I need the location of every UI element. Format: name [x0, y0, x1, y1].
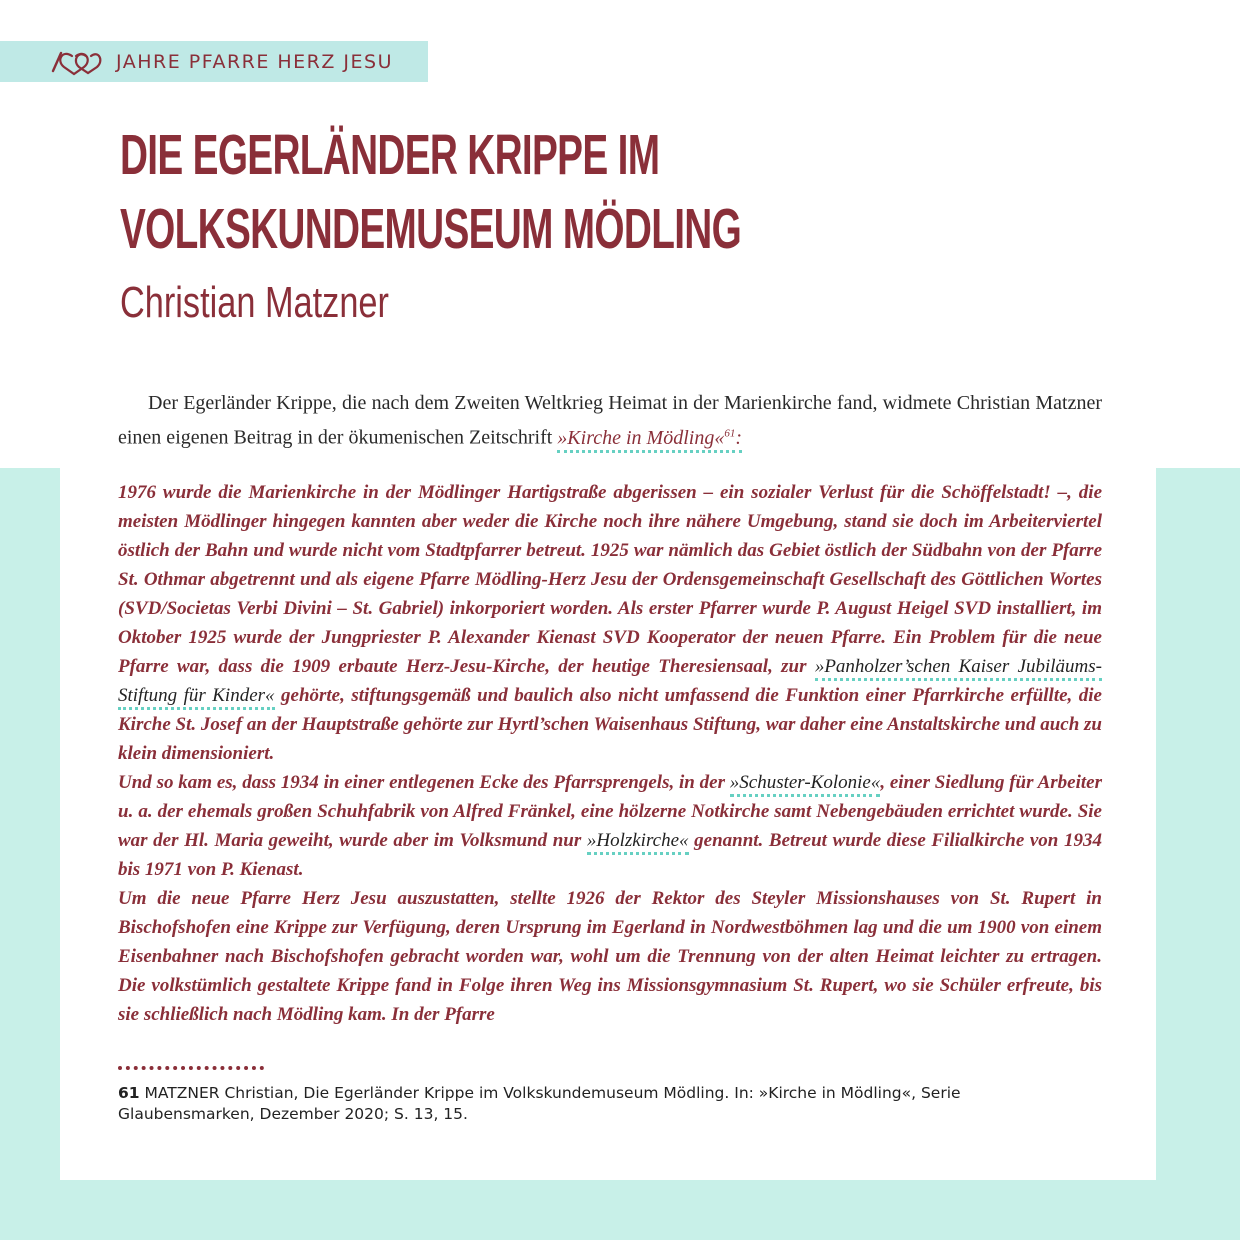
- quote-paragraph-1: [118, 478, 1102, 768]
- schuster-kolonie-link[interactable]: »Schuster-Kolonie«: [730, 772, 881, 797]
- quoted-article: [118, 478, 1102, 1029]
- quote-p2-text-b: , einer Siedlung für Arbeiter u. a. der ehemals großen Schuhfabrik von Alfred Fränkel, eine hölzerne Notkirche samt Nebengebäuden errichtet wurde. Sie war der Hl. Maria geweiht, wurde aber im Volksmund nur: [118, 772, 1102, 851]
- reference-colon: :: [735, 426, 742, 449]
- header-label: JAHRE PFARRE HERZ JESU: [116, 50, 394, 73]
- quote-paragraph-3: Um die neue Pfarre Herz Jesu auszustatten, stellte 1926 der Rektor des Steyler Missionshauses von St. Rupert in Bischofshofen eine Krippe zur Verfügung, deren Ursprung im Egerland in Nordwestböhmen lag und die um 1900 von einem Eisenbahner nach Bischofshofen gebracht worden war, wohl um die Trennung von der alten Heimat leichter zu ertragen. Die volkstümlich gestaltete Krippe fand in Folge ihren Weg ins Missionsgymnasium St. Rupert, wo sie Schüler erfreute, bis sie schließlich nach Mödling kam. In der Pfarre: [118, 888, 1102, 1025]
- reference-title: »Kirche in Mödling«: [557, 426, 725, 449]
- holzkirche-link[interactable]: »Holzkirche«: [587, 830, 689, 855]
- intro-text: Der Egerländer Krippe, die nach dem Zweiten Weltkrieg Heimat in der Marienkirche fand, widmete Christian Matzner einen eigenen Beitrag in der ökumenischen Zeitschrift: [118, 392, 1102, 449]
- title-line-1: DIE EGERLÄNDER KRIPPE IM: [120, 123, 660, 187]
- footnote-text: MATZNER Christian, Die Egerländer Krippe im Volkskundemuseum Mödling. In: »Kirche in Mödling«, Serie Glaubensmarken, Dezember 2020; S. 13, 15.: [118, 1084, 961, 1123]
- footnote-number: 61: [118, 1084, 140, 1102]
- panholzer-stiftung-link[interactable]: »Panholzer’schen Kaiser Jubiläums-Stiftung für Kinder«: [118, 656, 1102, 710]
- article-title: [120, 118, 741, 266]
- intro-paragraph: [118, 388, 1102, 453]
- running-header: [0, 41, 428, 82]
- quote-p1-text-b: gehörte, stiftungsgemäß und baulich also nicht umfassend die Funktion einer Pfarrkirche erfüllte, die Kirche St. Josef an der Hauptstraße gehörte zur Hyrtl’schen Waisenhaus Stiftung, war daher eine Anstaltskirche und auch zu klein dimensioniert.: [118, 685, 1102, 764]
- footnote: [118, 1083, 1102, 1125]
- quote-paragraph-2: [118, 768, 1102, 884]
- title-line-2: VOLKSKUNDEMUSEUM MÖDLING: [120, 197, 742, 261]
- heart-100-logo-icon: [50, 47, 108, 77]
- article-author: Christian Matzner: [120, 278, 389, 327]
- footnote-separator: [118, 1066, 264, 1070]
- footnote-ref: 61: [724, 427, 736, 439]
- quote-p2-text-a: Und so kam es, dass 1934 in einer entlegenen Ecke des Pfarrsprengels, in der: [118, 772, 730, 793]
- kirche-in-moedling-reference[interactable]: [557, 427, 742, 453]
- quote-p1-text-a: 1976 wurde die Marienkirche in der Mödlinger Hartigstraße abgerissen – ein sozialer Verlust für die Schöffelstadt! –, die meisten Mödlinger hingegen kannten aber weder die Kirche noch ihre nähere Umgebung, stand sie doch im Arbeiterviertel östlich der Bahn und wurde nicht vom Stadtpfarrer betreut. 1925 war nämlich das Gebiet östlich der Südbahn von der Pfarre St. Othmar abgetrennt und als eigene Pfarre Mödling-Herz Jesu der Ordensgemeinschaft Gesellschaft des Göttlichen Wortes (SVD/Societas Verbi Divini – St. Gabriel) inkorporiert worden. Als erster Pfarrer wurde P. August Heigel SVD installiert, im Oktober 1925 wurde der Jungpriester P. Alexander Kienast SVD Kooperator der neuen Pfarre. Ein Problem für die neue Pfarre war, dass die 1909 erbaute Herz-Jesu-Kirche, der heutige Theresiensaal, zur: [118, 482, 1102, 677]
- quote-p2-text-c: genannt. Betreut wurde diese Filialkirche von 1934 bis 1971 von P. Kienast.: [118, 830, 1102, 880]
